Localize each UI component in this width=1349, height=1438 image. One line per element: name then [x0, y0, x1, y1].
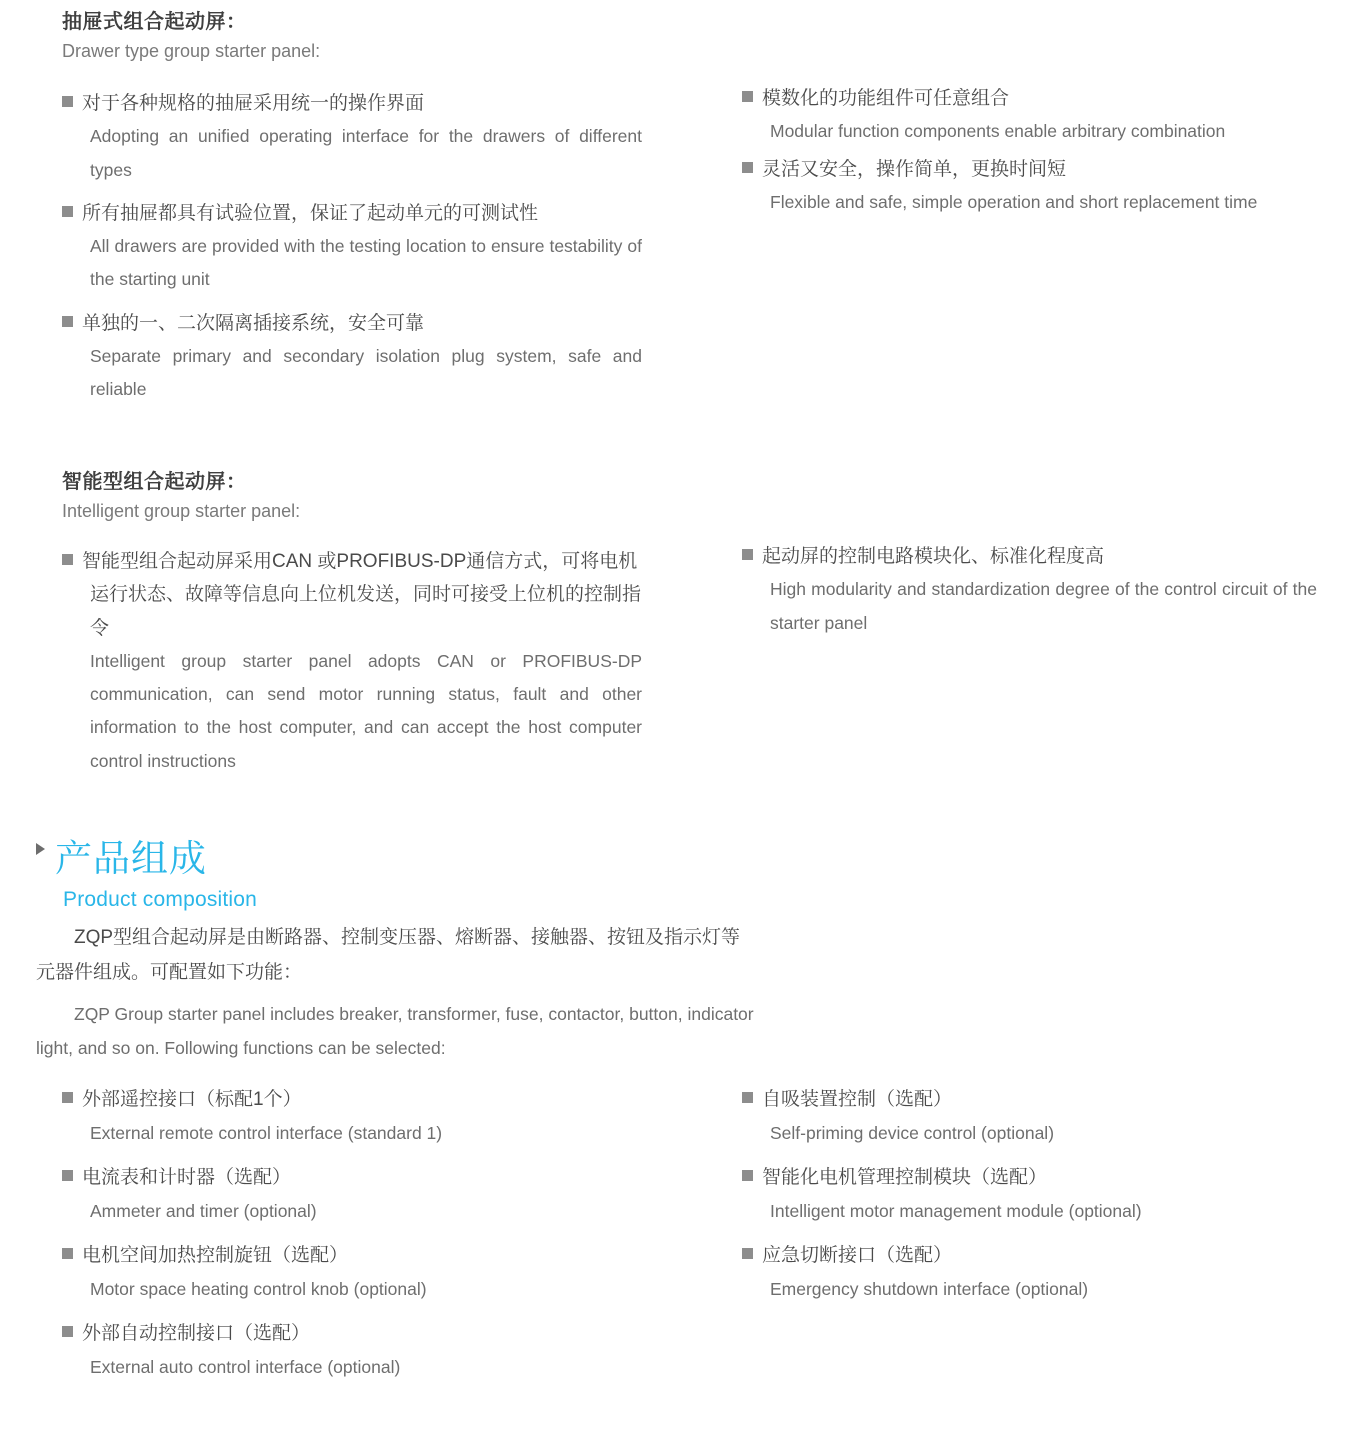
drawer-section-right: [742, 82, 1317, 219]
square-bullet-icon: [742, 1170, 753, 1181]
function-label-cn: 外部自动控制接口（选配）: [62, 1319, 662, 1349]
list-item: [62, 307, 642, 407]
list-item: [62, 1241, 662, 1305]
list-item: [742, 82, 1317, 149]
drawer-section-left: [62, 8, 642, 406]
drawer-title-cn: 抽屉式组合起动屏：: [62, 11, 247, 33]
product-composition-heading: [36, 828, 1316, 912]
square-bullet-icon: [62, 1248, 73, 1259]
function-label-en: External auto control interface (optional): [90, 1357, 401, 1378]
drawer-title-en: Drawer type group starter panel:: [62, 41, 321, 61]
list-item: [742, 1085, 1342, 1149]
paragraph-en-line1: ZQP Group starter panel includes breaker, transformer, fuse, contactor, button, indicator: [74, 1004, 754, 1025]
triangle-arrow-icon: [36, 843, 45, 855]
square-bullet-icon: [742, 162, 753, 173]
function-label-cn: 应急切断接口（选配）: [742, 1241, 1342, 1271]
page-title: 产品组成: [55, 838, 207, 879]
bullet-label-en: Adopting an unified operating interface for the drawers of different types: [90, 126, 642, 180]
square-bullet-icon: [62, 316, 73, 327]
list-item: [742, 1241, 1342, 1305]
list-item: [62, 1319, 662, 1383]
square-bullet-icon: [742, 549, 753, 560]
intelligent-title-en: Intelligent group starter panel:: [62, 501, 301, 521]
function-label-en: Motor space heating control knob (optional): [90, 1279, 427, 1300]
bullet-label-cn: 对于各种规格的抽屉采用统一的操作界面: [62, 87, 642, 120]
bullet-label-en: High modularity and standardization degree of the control circuit of the starter panel: [770, 579, 1317, 633]
square-bullet-icon: [742, 1092, 753, 1103]
list-item: [62, 1163, 662, 1227]
square-bullet-icon: [742, 1248, 753, 1259]
list-item: [742, 153, 1317, 220]
function-list-right: [742, 1085, 1342, 1305]
list-item: [62, 197, 642, 297]
square-bullet-icon: [62, 206, 73, 217]
square-bullet-icon: [62, 1092, 73, 1103]
bullet-label-en: Flexible and safe, simple operation and short replacement time: [770, 191, 1258, 212]
function-label-cn: 电流表和计时器（选配）: [62, 1163, 662, 1193]
function-label-en: Intelligent motor management module (optional): [770, 1201, 1142, 1222]
bullet-label-cn: 单独的一、二次隔离插接系统，安全可靠: [62, 307, 642, 340]
bullet-label-cn: 智能型组合起动屏采用CAN 或PROFIBUS-DP通信方式，可将电机运行状态、故障等信息向上位机发送，同时可接受上位机的控制指令: [62, 545, 642, 645]
paragraph-cn-line2: 元器件组成。可配置如下功能：: [36, 962, 303, 984]
function-label-cn: 外部遥控接口（标配1个）: [62, 1085, 662, 1115]
bullet-label-en: Separate primary and secondary isolation plug system, safe and reliable: [90, 345, 642, 399]
paragraph-cn-line1: ZQP型组合起动屏是由断路器、控制变压器、熔断器、接触器、按钮及指示灯等: [74, 927, 741, 948]
list-item: [62, 87, 642, 187]
square-bullet-icon: [62, 1326, 73, 1337]
bullet-label-cn: 所有抽屉都具有试验位置，保证了起动单元的可测试性: [0, 197, 642, 230]
bullet-label-cn: 灵活又安全，操作简单，更换时间短: [742, 153, 1317, 186]
page-subtitle: Product composition: [63, 888, 258, 911]
function-label-en: Self-priming device control (optional): [770, 1123, 1055, 1144]
function-label-cn: 智能化电机管理控制模块（选配）: [742, 1163, 1342, 1193]
function-label-en: Emergency shutdown interface (optional): [770, 1279, 1089, 1300]
intelligent-title-cn: 智能型组合起动屏：: [62, 471, 247, 493]
bullet-label-cn: 起动屏的控制电路模块化、标准化程度高: [742, 540, 1317, 573]
paragraph-en-line2: light, and so on. Following functions can be selected:: [36, 1037, 446, 1058]
intelligent-section-right: [742, 540, 1317, 640]
function-label-en: External remote control interface (standard 1): [90, 1123, 443, 1144]
list-item: [742, 540, 1317, 640]
square-bullet-icon: [62, 554, 73, 565]
function-label-cn: 自吸装置控制（选配）: [742, 1085, 1342, 1115]
square-bullet-icon: [62, 96, 73, 107]
list-item: [62, 545, 642, 778]
square-bullet-icon: [742, 91, 753, 102]
list-item: [62, 1085, 662, 1149]
intelligent-section-left: [62, 468, 642, 778]
bullet-label-cn: 模数化的功能组件可任意组合: [742, 82, 1317, 115]
bullet-label-en: All drawers are provided with the testing location to ensure testability of the starting unit: [90, 236, 642, 290]
product-composition-paragraph: [36, 920, 1326, 1065]
bullet-label-en: Intelligent group starter panel adopts CAN or PROFIBUS-DP communication, can send motor running status, fault and other information to the host computer, and can accept the host computer control instructions: [90, 650, 642, 771]
function-list-left: [62, 1085, 662, 1383]
function-label-en: Ammeter and timer (optional): [90, 1201, 317, 1222]
list-item: [742, 1163, 1342, 1227]
square-bullet-icon: [62, 1170, 73, 1181]
function-label-cn: 电机空间加热控制旋钮（选配）: [62, 1241, 662, 1271]
bullet-label-en: Modular function components enable arbitrary combination: [770, 121, 1226, 142]
